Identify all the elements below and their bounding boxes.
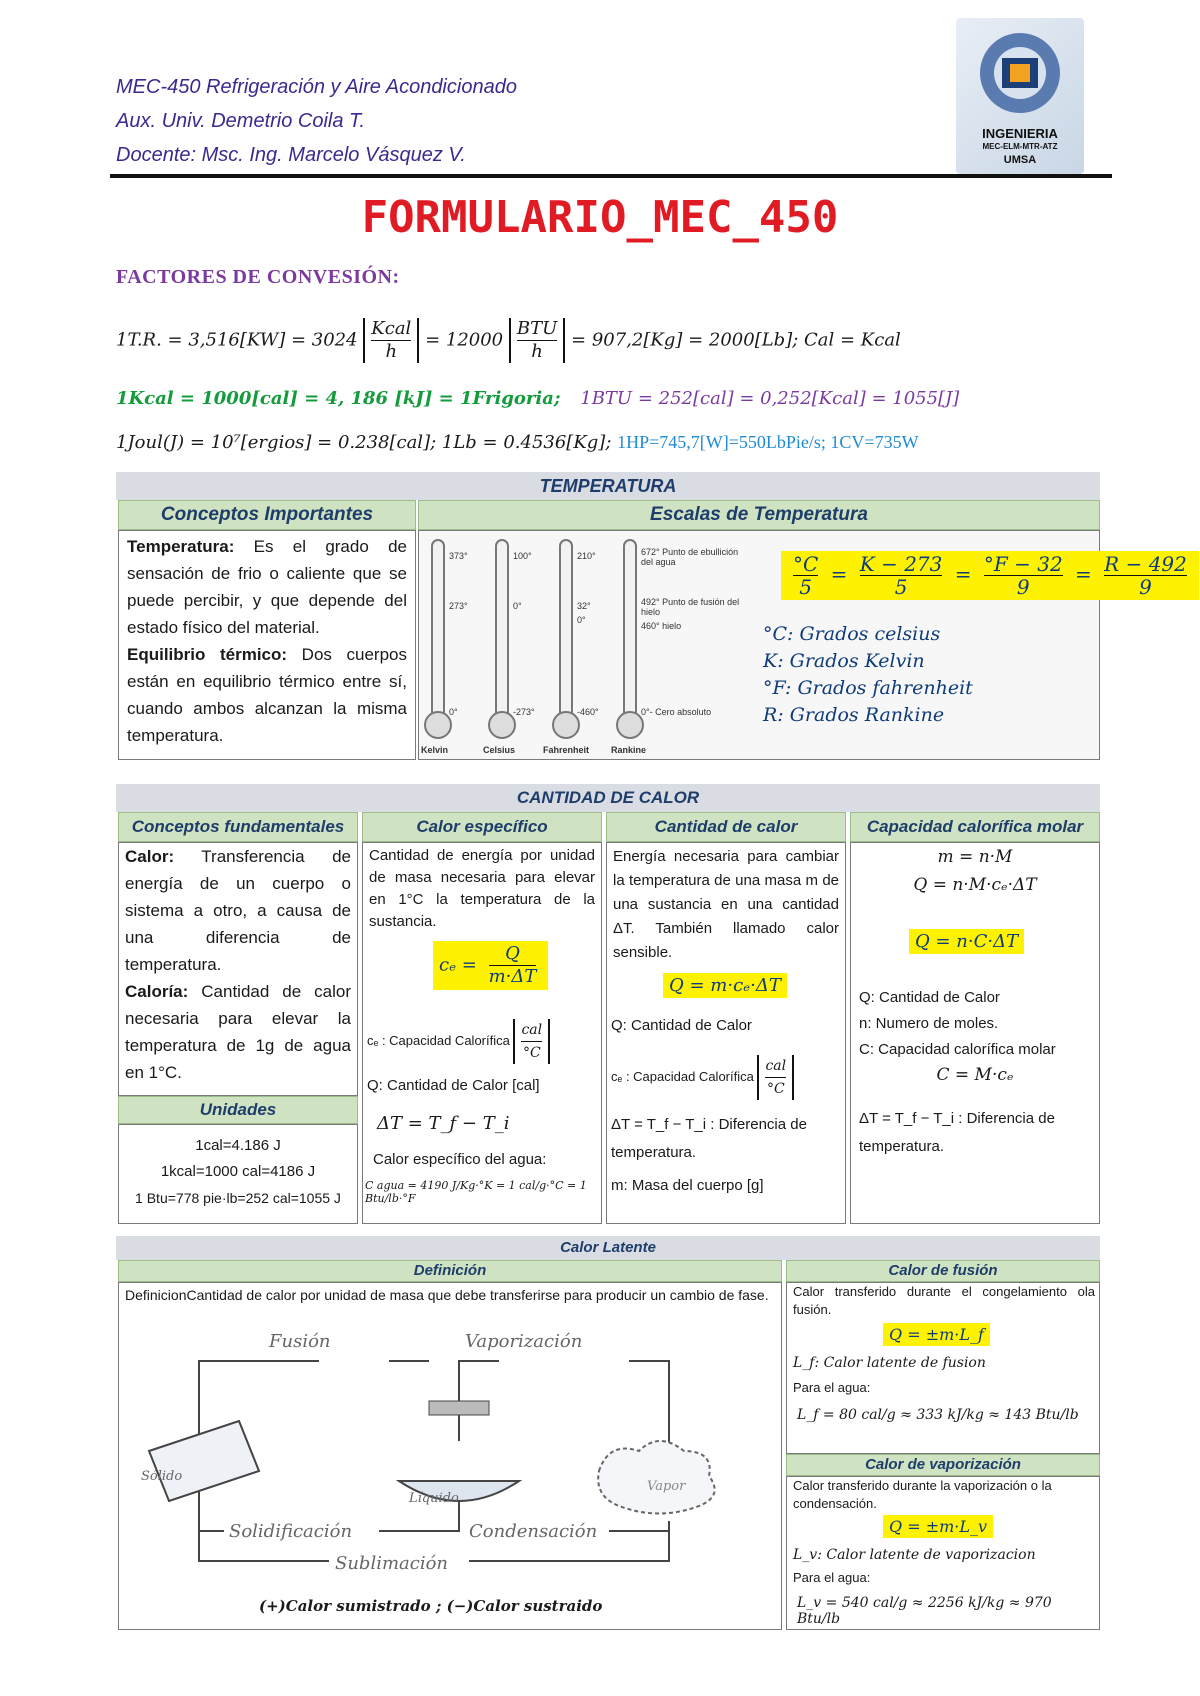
def-kelvin: K: Grados Kelvin <box>763 650 925 672</box>
label-liquid: Líquido <box>409 1491 459 1506</box>
specific-heat-formula <box>433 941 548 990</box>
units-box <box>118 1124 358 1224</box>
unit-cal-c <box>513 1019 550 1064</box>
r-0: 0°- Cero absoluto <box>641 707 712 717</box>
temp-concepts-header: Conceptos Importantes <box>118 500 416 530</box>
temp-concepts-box <box>118 530 416 760</box>
calor-def: Transferencia de energía de un cuerpo o sistema a otro, a causa de una diferencia de temperatura. <box>125 847 351 974</box>
conv-l1a: 1T.R. = 3,516[KW] = 3024 <box>116 329 358 351</box>
unit-den: °C <box>522 1045 541 1061</box>
label-kelvin: Kelvin <box>421 745 449 755</box>
fusion-heat-box <box>786 1282 1100 1454</box>
rankine-thermometer <box>623 539 637 719</box>
eq-f-num: °F − 32 <box>983 552 1063 576</box>
frac-kcal-h <box>363 318 419 363</box>
heat-amount-def: Energía necesaria para cambiar la temperatura de una masa m de una sustancia en una cantidad ΔT. También llamado calor sensible. <box>613 848 839 961</box>
molar-heat-highlight: Q = n·C·ΔT <box>909 929 1024 954</box>
vaporization-heat-box <box>786 1476 1100 1630</box>
conversion-line-3 <box>116 432 919 453</box>
vaporization-def: Calor transferido durante la vaporización o la condensación. <box>793 1478 1052 1511</box>
faucet-icon <box>429 1401 489 1415</box>
label-celsius: Celsius <box>483 745 516 755</box>
fusion-water-values: L_f = 80 cal/g ≈ 333 kJ/kg ≈ 143 Btu/lb <box>797 1407 1079 1423</box>
units-header: Unidades <box>118 1096 358 1124</box>
f-0: 0° <box>577 615 586 625</box>
label-rankine: Rankine <box>611 745 647 755</box>
vapor-cloud-icon <box>598 1441 714 1514</box>
mass-def: m: Masa del cuerpo [g] <box>611 1177 764 1194</box>
water-specific-heat-label: Calor específico del agua: <box>373 1151 547 1168</box>
gear-logo-icon <box>956 18 1084 128</box>
specific-heat-box <box>362 842 602 1224</box>
label-sublimation: Sublimación <box>335 1553 449 1574</box>
k-0: 0° <box>449 707 458 717</box>
btu-conversion: 1BTU = 252[cal] = 0,252[Kcal] = 1055[J] <box>580 388 960 409</box>
ce-definition <box>367 1019 550 1064</box>
eq-r-num: R − 492 <box>1104 552 1187 576</box>
eq-c <box>787 553 824 598</box>
unit-num-2: cal <box>765 1055 786 1078</box>
label-solid: Sólido <box>141 1469 183 1484</box>
temp-conversion-formula: $\frac{^\circ C}{5}$ = $\frac{K - 273}{5}$ = $\frac{^\circ F - 32}{9}$ = $\frac{R - 492}{9}$ <box>781 551 1199 600</box>
rankine-bulb <box>616 711 644 739</box>
unit-cal: 1cal=4.186 J <box>195 1137 281 1154</box>
f-32: 32° <box>577 601 591 611</box>
label-condensation: Condensación <box>469 1521 598 1542</box>
vaporization-water-values: L_v = 540 cal/g ≈ 2256 kJ/kg ≈ 970 Btu/lb <box>797 1595 1052 1627</box>
temp-scale-definitions <box>763 621 973 729</box>
hp-cv-conversion: 1HP=745,7[W]=550LbPie/s; 1CV=735W <box>617 432 919 452</box>
q-definition-3: Q: Cantidad de Calor <box>859 989 1000 1006</box>
r-460: 460° hielo <box>641 621 682 631</box>
fundamental-concepts-box <box>118 842 358 1096</box>
k-373: 373° <box>449 551 468 561</box>
specific-heat-def: Cantidad de energía por unidad de masa necesaria para elevar en 1°C la temperatura de la sustancia. <box>369 847 595 930</box>
eq-k-num: K − 273 <box>859 552 943 576</box>
conversion-line-1 <box>116 318 901 363</box>
r-492: 492° Punto de fusión del hielo <box>641 597 740 617</box>
ce-definition-2 <box>611 1055 794 1100</box>
conversion-line-2 <box>116 388 959 409</box>
assistant-name: Aux. Univ. Demetrio Coila T. <box>116 110 365 132</box>
kelvin-thermometer <box>431 539 445 719</box>
temp-scales-header: Escalas de Temperatura <box>418 500 1100 530</box>
caloria-term: Caloría: <box>125 982 189 1001</box>
fusion-heat-header: Calor de fusión <box>786 1260 1100 1282</box>
eq-r <box>1098 553 1193 598</box>
temp-def: Es el grado de sensación de frio o caliente que se puede percibir, y que depende del estado físico del material. <box>127 537 407 637</box>
header-rule <box>110 174 1112 178</box>
vaporization-heat-header: Calor de vaporización <box>786 1454 1100 1476</box>
temp-term: Temperatura: <box>127 537 235 556</box>
logo-text-1: INGENIERIA <box>982 126 1058 141</box>
eq-f <box>978 553 1069 598</box>
delta-t-formula: ΔT = T_f − T_i <box>377 1113 510 1134</box>
calor-term: Calor: <box>125 847 175 866</box>
conversion-heading: FACTORES DE CONVESIÓN: <box>116 266 400 288</box>
lv-definition: L_v: Calor latente de vaporizacion <box>793 1547 1036 1563</box>
label-fahrenheit: Fahrenheit <box>543 745 590 755</box>
umsa-engineering-logo <box>956 18 1084 174</box>
molar-capacity-header: Capacidad calorífica molar <box>850 812 1100 842</box>
unit-cal-c-2 <box>757 1055 794 1100</box>
f-neg460: -460° <box>577 707 599 717</box>
vaporization-formula: Q = ±m·L_v <box>883 1515 993 1538</box>
heat-amount-header: Cantidad de calor <box>606 812 846 842</box>
specific-heat-header: Calor específico <box>362 812 602 842</box>
celsius-bulb <box>488 711 516 739</box>
fusion-formula: Q = ±m·L_f <box>883 1323 990 1346</box>
unit-kcal: 1kcal=1000 cal=4186 J <box>160 1163 316 1180</box>
k-273: 273° <box>449 601 468 611</box>
eq-c-den: 5 <box>799 575 813 599</box>
temp-scales-box <box>418 530 1187 760</box>
unit-num: cal <box>521 1019 542 1042</box>
ce-den: m·ΔT <box>488 966 537 987</box>
fahrenheit-thermometer <box>559 539 573 719</box>
unit-btu: 1 Btu=778 pie·lb=252 cal=1055 J <box>135 1190 341 1206</box>
heat-amount-box <box>606 842 846 1224</box>
fusion-water-label: Para el agua: <box>793 1380 871 1395</box>
f-210: 210° <box>577 551 596 561</box>
ce-num: Q <box>489 943 537 966</box>
caloria-def: Cantidad de calor necesaria para elevar la temperatura de 1g de agua en 1°C. <box>125 982 351 1082</box>
sensible-heat-formula: Q = m·cₑ·ΔT <box>663 973 787 998</box>
def-rankine: R: Grados Rankine <box>763 704 945 726</box>
c-molar-formula: C = M·cₑ <box>936 1065 1014 1085</box>
ce-symbol: cₑ = <box>439 954 477 976</box>
solid-ice-icon <box>149 1421 259 1501</box>
c-neg273: -273° <box>513 707 535 717</box>
delta-t-def-3: ΔT = T_f − T_i : Diferencia de temperatura. <box>859 1110 1055 1155</box>
ce-label: cₑ : Capacidad Calorífica <box>367 1032 510 1048</box>
conv-l1b: = 12000 <box>425 329 504 351</box>
page-title: FORMULARIO_MEC_450 <box>361 192 839 243</box>
heat-sign-note: (+)Calor sumistrado ; (−)Calor sustraido <box>259 1597 603 1615</box>
temperature-banner: TEMPERATURA <box>116 472 1100 500</box>
def-celsius: °C: Grados celsius <box>763 623 941 645</box>
r-672: 672° Punto de ebullición del agua <box>641 547 739 567</box>
c-100: 100° <box>513 551 532 561</box>
frac-num: Kcal <box>371 318 412 339</box>
celsius-thermometer <box>495 539 509 719</box>
label-solidification: Solidificación <box>229 1521 353 1542</box>
q-definition: Q: Cantidad de Calor [cal] <box>367 1077 540 1094</box>
vaporization-water-label: Para el agua: <box>793 1570 871 1585</box>
eq-f-den: 9 <box>1016 575 1030 599</box>
ce-label-2: cₑ : Capacidad Calorífica <box>611 1068 754 1084</box>
def-fahrenheit: °F: Grados fahrenheit <box>763 677 973 699</box>
c-molar-definition: C: Capacidad calorífica molar <box>859 1041 1056 1058</box>
label-vaporization: Vaporización <box>465 1331 583 1352</box>
phase-change-diagram <box>129 1331 769 1591</box>
lf-definition: L_f: Calor latente de fusion <box>793 1355 986 1371</box>
label-vapor: Vapor <box>647 1479 686 1494</box>
fundamental-concepts-text <box>125 843 351 1086</box>
definition-header: Definición <box>118 1260 782 1282</box>
c-0: 0° <box>513 601 522 611</box>
latent-heat-banner: Calor Latente <box>116 1236 1100 1260</box>
n-definition: n: Numero de moles. <box>859 1015 999 1032</box>
eq-c-num: °C <box>793 552 819 576</box>
frac-btu-h <box>509 318 565 363</box>
equilibrium-term: Equilibrio térmico: <box>127 645 288 664</box>
ce-frac <box>483 943 543 988</box>
molar-mass-formula: m = n·M <box>937 847 1013 867</box>
latent-definition-box <box>118 1282 782 1630</box>
teacher-name: Docente: Msc. Ing. Marcelo Vásquez V. <box>116 144 466 166</box>
fusion-def: Calor transferido durante el congelamiento ola fusión. <box>793 1284 1095 1317</box>
eq-k-den: 5 <box>894 575 908 599</box>
latent-heat-def: DefinicionCantidad de calor por unidad de masa que debe transferirse para producir un cambio de fase. <box>125 1287 769 1303</box>
water-specific-heat-value: C agua = 4190 J/Kg·°K = 1 cal/g·°C = 1 Btu/lb·°F <box>365 1179 587 1205</box>
kcal-conversion: 1Kcal = 1000[cal] = 4, 186 [kJ] = 1Frigoria; <box>116 388 561 409</box>
delta-t-def-2: ΔT = T_f − T_i : Diferencia de temperatura. <box>611 1116 807 1161</box>
course-title: MEC-450 Refrigeración y Aire Acondicionado <box>116 76 517 98</box>
fahrenheit-bulb <box>552 711 580 739</box>
eq-k <box>854 553 949 598</box>
kelvin-bulb <box>424 711 452 739</box>
conv-l1c: = 907,2[Kg] = 2000[Lb]; Cal = Kcal <box>571 329 901 351</box>
logo-text-3: UMSA <box>1003 154 1037 166</box>
molar-heat-formula: Q = n·M·cₑ·ΔT <box>913 875 1037 895</box>
fundamental-concepts-header: Conceptos fundamentales <box>118 812 358 842</box>
temp-concepts-text <box>127 533 407 749</box>
frac-num: BTU <box>516 318 558 339</box>
heat-quantity-banner: CANTIDAD DE CALOR <box>116 784 1100 812</box>
molar-capacity-box <box>850 842 1100 1224</box>
unit-den-2: °C <box>766 1081 785 1097</box>
frac-den: h <box>531 341 543 362</box>
frac-den: h <box>385 341 398 362</box>
eq-r-den: 9 <box>1139 575 1152 599</box>
equilibrium-def: Dos cuerpos están en equilibrio térmico entre sí, cuando ambos alcanzan la misma temperatura. <box>127 645 407 745</box>
joule-lb-conversion: 1Joul(J) = 10⁷[ergios] = 0.238[cal]; 1Lb = 0.4536[Kg]; <box>116 432 612 453</box>
q-definition-2: Q: Cantidad de Calor <box>611 1017 752 1034</box>
logo-text-2: MEC-ELM-MTR-ATZ <box>982 142 1058 151</box>
label-fusion: Fusión <box>269 1331 331 1352</box>
